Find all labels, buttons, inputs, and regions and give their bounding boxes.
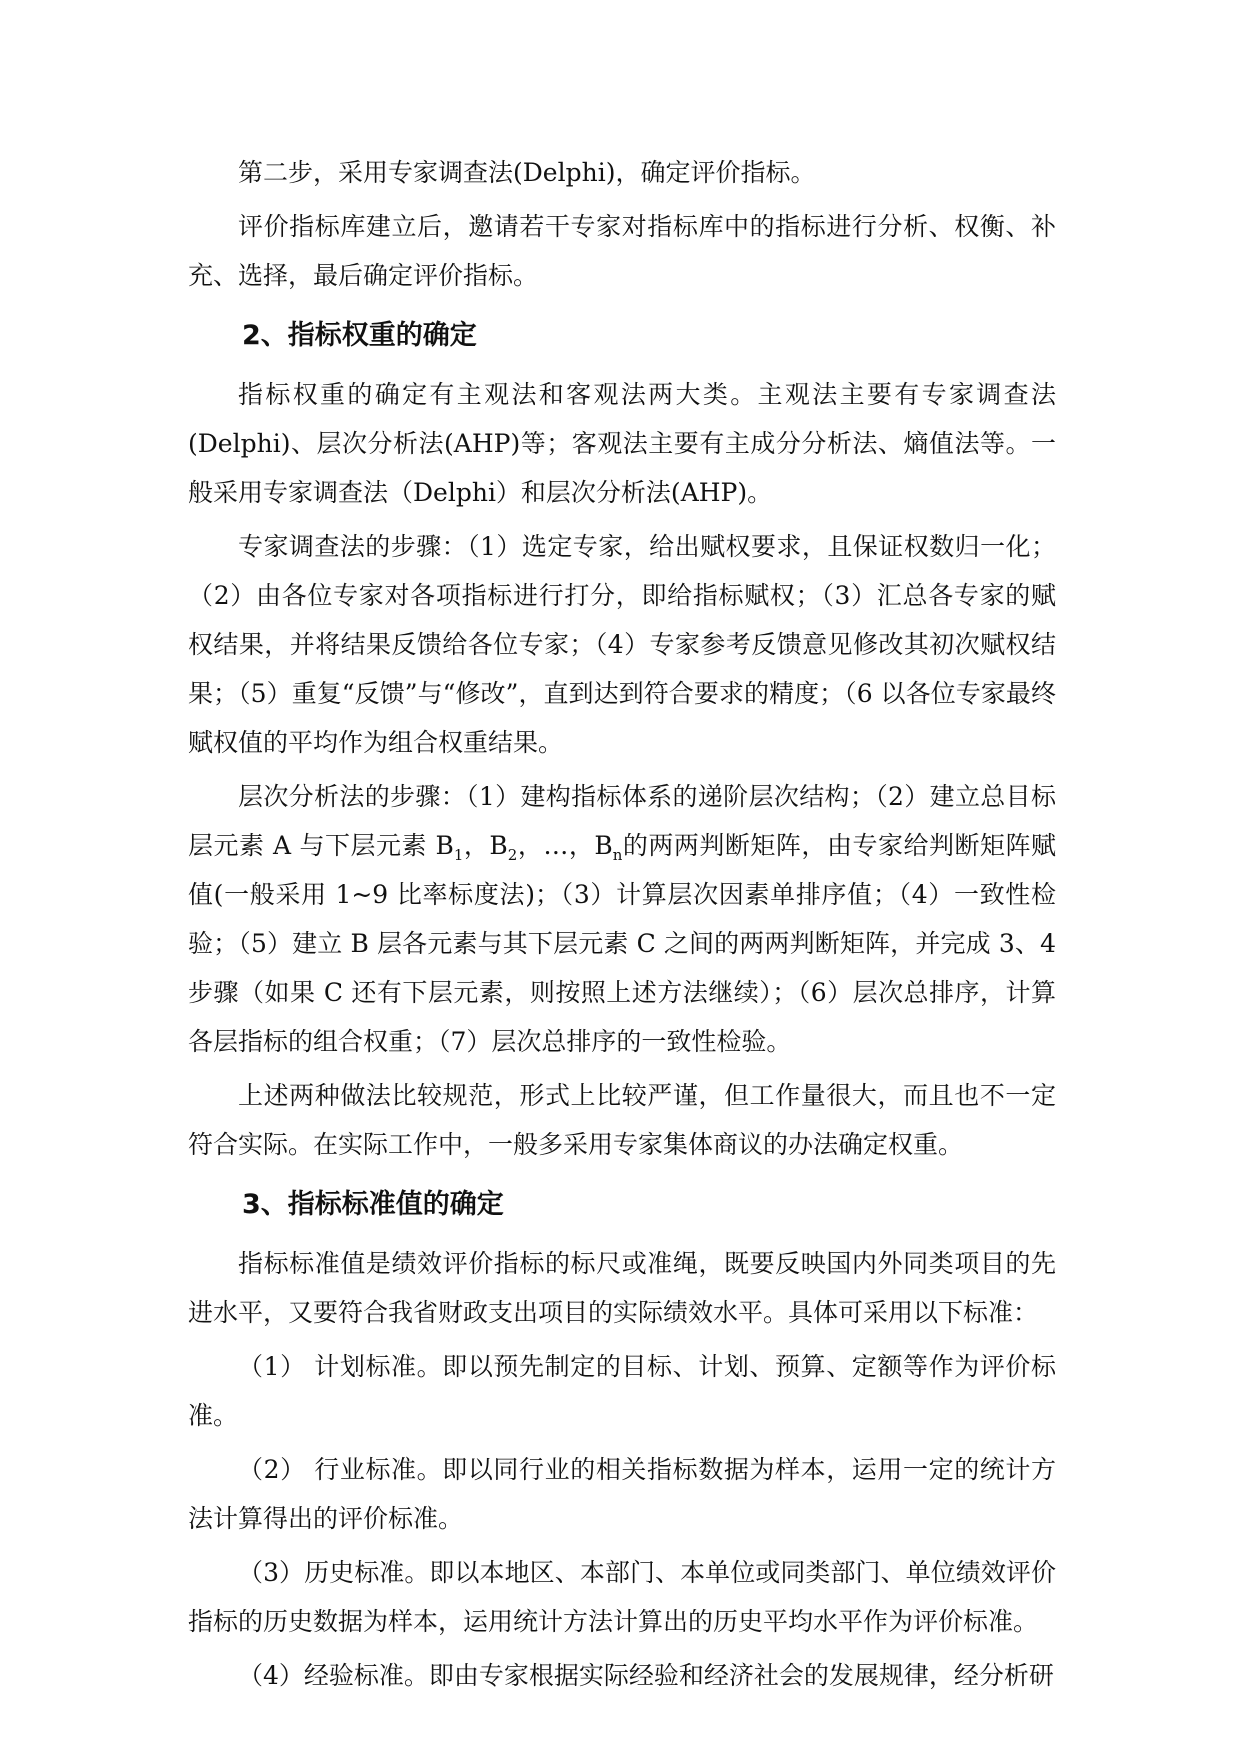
subscript-n: n bbox=[612, 846, 623, 864]
list-item-plan-standard: （1） 计划标准。即以预先制定的目标、计划、预算、定额等作为评价标准。 bbox=[188, 1352, 1056, 1430]
paragraph-weight-practice: 上述两种做法比较规范，形式上比较严谨，但工作量很大，而且也不一定符合实际。在实际工作中，一般多采用专家集体商议的办法确定权重。 bbox=[188, 1081, 1056, 1159]
list-item-industry-standard: （2） 行业标准。即以同行业的相关指标数据为样本，运用一定的统计方法计算得出的评价标准。 bbox=[188, 1455, 1056, 1533]
paragraph-weight-methods: 指标权重的确定有主观法和客观法两大类。主观法主要有专家调查法(Delphi)、层次分析法(AHP)等；客观法主要有主成分分析法、熵值法等。一般采用专家调查法（Delphi）和层次分析法(AHP)。 bbox=[188, 380, 1056, 507]
ahp-text-b: ，B bbox=[463, 831, 508, 860]
paragraph-step2: 第二步，采用专家调查法(Delphi)，确定评价指标。 bbox=[238, 158, 816, 187]
list-item-experience-standard: （4）经验标准。即由专家根据实际经验和经济社会的发展规律，经分析研 bbox=[238, 1661, 1054, 1690]
paragraph-ahp-steps bbox=[188, 772, 1056, 1066]
subscript-1: 1 bbox=[453, 846, 464, 864]
ahp-text-a: 层次分析法的步骤：（1）建构指标体系的递阶层次结构；（2）建立总目标层元素 A 与下层元素 B bbox=[188, 782, 1056, 860]
paragraph-delphi-steps: 专家调查法的步骤：（1）选定专家，给出赋权要求，且保证权数归一化；（2）由各位专家对各项指标进行打分，即给指标赋权；（3）汇总各专家的赋权结果，并将结果反馈给各位专家；（4）专家参考反馈意见修改其初次赋权结果；（5）重复“反馈”与“修改”，直到达到符合要求的精度；（6 以各位专家最终赋权值的平均作为组合权重结果。 bbox=[188, 532, 1056, 757]
ahp-text-d: 的两两判断矩阵，由专家给判断矩阵赋值(一般采用 1~9 比率标度法)；（3）计算层次因素单排序值；（4）一致性检验；（5）建立 B 层各元素与其下层元素 C 之间的两两判断矩阵，并完成 3、4 步骤（如果 C 还有下层元素，则按照上述方法继续）；（6）层次总排序，计算各层指标的组合权重；（7）层次总排序的一致性检验。 bbox=[188, 831, 1056, 1056]
page-content bbox=[188, 148, 1056, 1705]
paragraph-standard-intro: 指标标准值是绩效评价指标的标尺或准绳，既要反映国内外同类项目的先进水平，又要符合我省财政支出项目的实际绩效水平。具体可采用以下标准： bbox=[188, 1249, 1056, 1327]
section-heading-standards: 3、指标标准值的确定 bbox=[242, 1189, 504, 1220]
section-heading-weights: 2、指标权重的确定 bbox=[242, 320, 477, 351]
ahp-text-c: ，…，B bbox=[517, 831, 613, 860]
paragraph-indicator-library: 评价指标库建立后，邀请若干专家对指标库中的指标进行分析、权衡、补充、选择，最后确定评价指标。 bbox=[188, 212, 1056, 290]
subscript-2: 2 bbox=[507, 846, 518, 864]
list-item-history-standard: （3）历史标准。即以本地区、本部门、本单位或同类部门、单位绩效评价指标的历史数据为样本，运用统计方法计算出的历史平均水平作为评价标准。 bbox=[188, 1558, 1056, 1636]
